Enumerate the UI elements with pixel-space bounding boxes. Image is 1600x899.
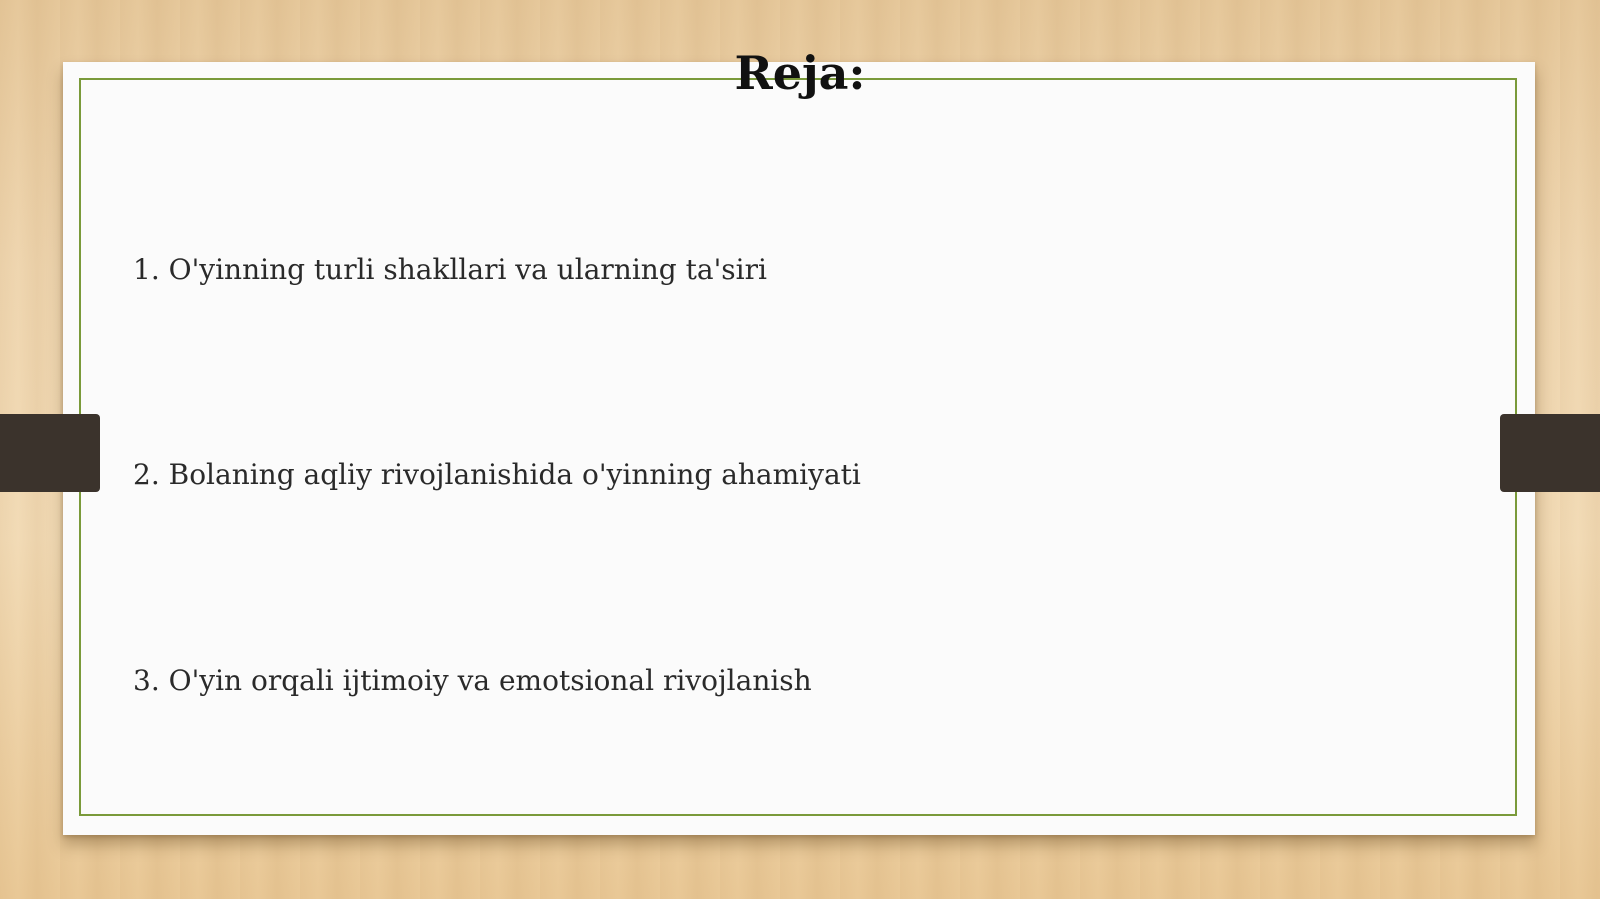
slide-title: Reja: xyxy=(734,46,866,100)
right-tab-decoration xyxy=(1500,414,1600,492)
slide-frame-border xyxy=(79,78,1517,816)
plan-item-3: 3. O'yin orqali ijtimoiy va emotsional rivojlanish xyxy=(133,664,812,697)
plan-item-1: 1. O'yinning turli shakllari va ularning ta'siri xyxy=(133,253,767,286)
plan-item-2: 2. Bolaning aqliy rivojlanishida o'yinning ahamiyati xyxy=(133,458,861,491)
left-tab-decoration xyxy=(0,414,100,492)
